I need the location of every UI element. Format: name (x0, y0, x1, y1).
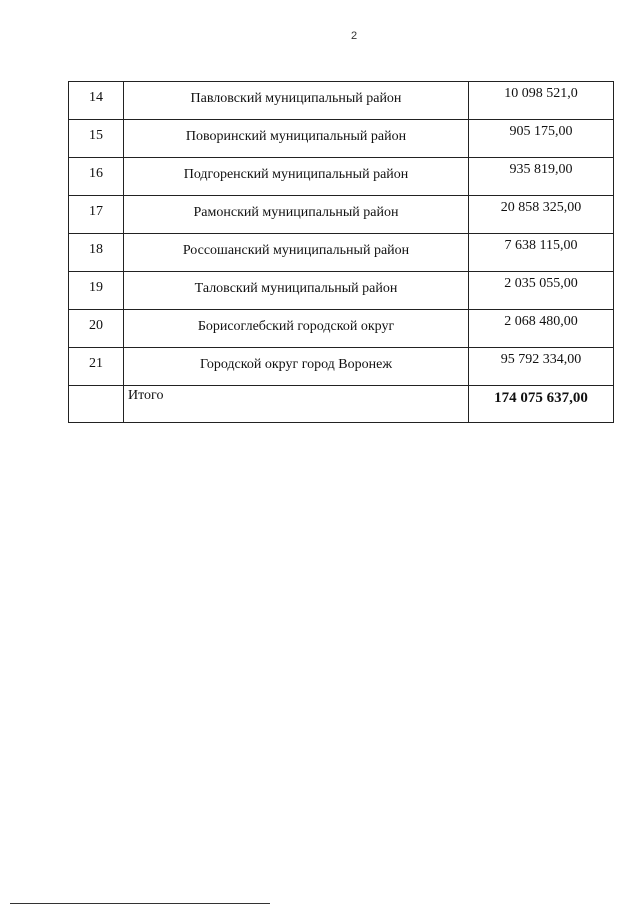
footnote-separator (10, 903, 270, 904)
total-number-cell (69, 386, 124, 423)
municipality-name: Россошанский муниципальный район (124, 234, 469, 272)
municipality-name: Городской округ город Воронеж (124, 348, 469, 386)
amount-value: 935 819,00 (469, 158, 614, 196)
row-number: 20 (69, 310, 124, 348)
municipality-name: Подгоренский муниципальный район (124, 158, 469, 196)
municipality-name: Павловский муниципальный район (124, 82, 469, 120)
total-amount: 174 075 637,00 (469, 386, 614, 423)
row-number: 19 (69, 272, 124, 310)
total-label: Итого (124, 386, 469, 423)
row-number: 21 (69, 348, 124, 386)
table-row (69, 82, 614, 120)
amount-value: 905 175,00 (469, 120, 614, 158)
amount-value: 2 035 055,00 (469, 272, 614, 310)
amount-value: 95 792 334,00 (469, 348, 614, 386)
table-row (69, 234, 614, 272)
municipality-name: Поворинский муниципальный район (124, 120, 469, 158)
amount-value: 7 638 115,00 (469, 234, 614, 272)
amount-value: 2 068 480,00 (469, 310, 614, 348)
row-number: 17 (69, 196, 124, 234)
row-number: 14 (69, 82, 124, 120)
page-number: 2 (350, 30, 358, 42)
municipality-name: Рамонский муниципальный район (124, 196, 469, 234)
total-row (69, 386, 614, 423)
row-number: 18 (69, 234, 124, 272)
table-row (69, 158, 614, 196)
table-row (69, 272, 614, 310)
row-number: 15 (69, 120, 124, 158)
amount-value: 10 098 521,0 (469, 82, 614, 120)
municipality-name: Таловский муниципальный район (124, 272, 469, 310)
amount-value: 20 858 325,00 (469, 196, 614, 234)
municipality-name: Борисоглебский городской округ (124, 310, 469, 348)
allocation-table (68, 81, 614, 423)
row-number: 16 (69, 158, 124, 196)
table-row (69, 120, 614, 158)
table-row (69, 348, 614, 386)
table-row (69, 196, 614, 234)
table-row (69, 310, 614, 348)
